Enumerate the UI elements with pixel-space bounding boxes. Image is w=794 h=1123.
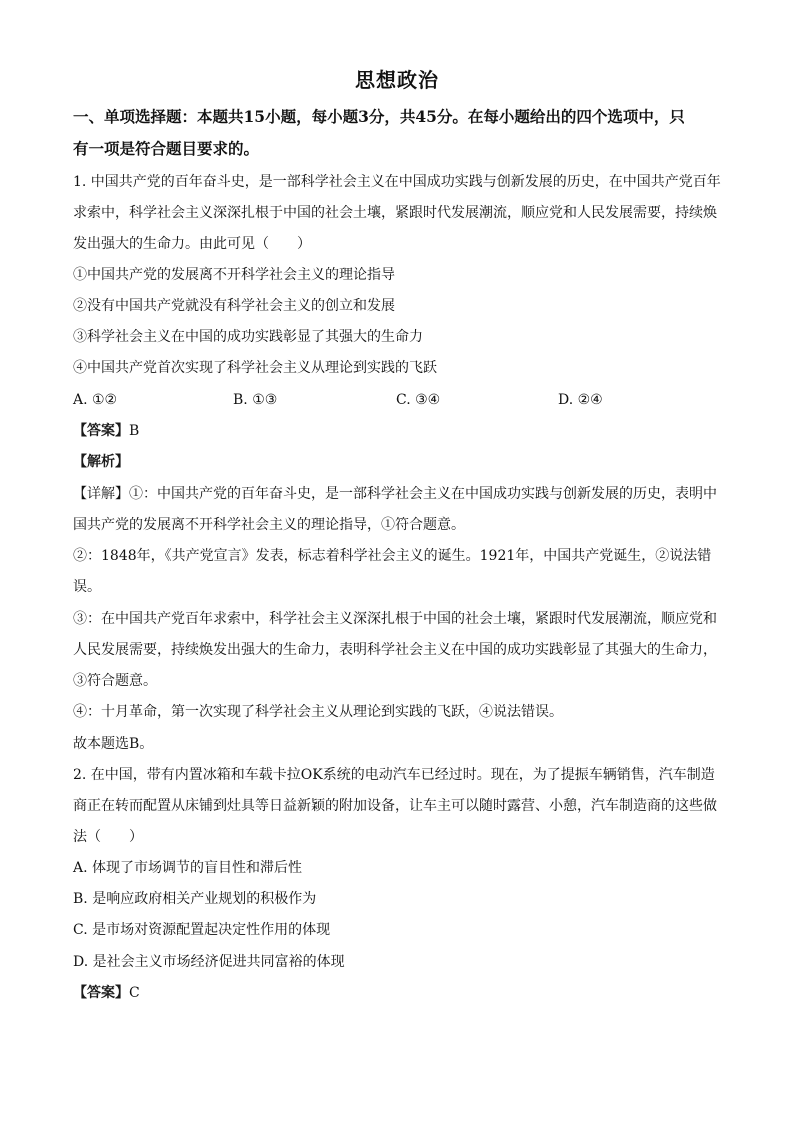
q1-stem-line-1: 1. 中国共产党的百年奋斗史，是一部科学社会主义在中国成功实践与创新发展的历史，在中国共产党百年 [73, 174, 721, 190]
q1-detail-line-9: 故本题选B。 [73, 736, 154, 752]
analysis-tag: 【解析】 [73, 454, 129, 470]
q1-detail-line-4: 误。 [73, 579, 101, 595]
q1-item-2: ②没有中国共产党就没有科学社会主义的创立和发展 [73, 298, 395, 314]
q1-stem-line-2: 求索中，科学社会主义深深扎根于中国的社会土壤，紧跟时代发展潮流，顺应党和人民发展需要，持续焕 [73, 205, 717, 221]
page-title: 思想政治 [355, 68, 439, 92]
q1-option-d: D. ②④ [558, 392, 603, 408]
q2-option-c: C. 是市场对资源配置起决定性作用的体现 [73, 922, 331, 938]
q1-detail-line-6: 人民发展需要，持续焕发出强大的生命力，表明科学社会主义在中国的成功实践彰显了其强大的生命力， [73, 642, 717, 658]
answer-value: B [129, 423, 140, 439]
section-heading-line-1: 一、单项选择题：本题共15小题，每小题3分，共45分。在每小题给出的四个选项中，只 [73, 107, 685, 126]
q1-detail-line-5: ③：在中国共产党百年求索中，科学社会主义深深扎根于中国的社会土壤，紧跟时代发展潮流，顺应党和 [73, 611, 717, 627]
q1-detail-line-3: ②：1848年，《共产党宣言》发表，标志着科学社会主义的诞生。1921年，中国共产党诞生，②说法错 [73, 548, 712, 564]
answer-tag: 【答案】 [73, 985, 129, 1001]
q1-answer [73, 421, 139, 441]
q2-option-d: D. 是社会主义市场经济促进共同富裕的体现 [73, 954, 345, 970]
section-heading-line-2: 有一项是符合题目要求的。 [73, 139, 260, 158]
q1-item-1: ①中国共产党的发展离不开科学社会主义的理论指导 [73, 267, 395, 283]
q1-analysis-heading [73, 452, 129, 472]
q1-option-a: A. ①② [73, 392, 118, 408]
q1-stem-line-3: 发出强大的生命力。由此可见（ ） [73, 236, 311, 252]
q2-stem-line-1: 2. 在中国，带有内置冰箱和车载卡拉OK系统的电动汽车已经过时。现在，为了提振车辆销售，汽车制造 [73, 767, 715, 783]
q1-detail-line-8: ④：十月革命，第一次实现了科学社会主义从理论到实践的飞跃，④说法错误。 [73, 704, 563, 720]
q2-option-a: A. 体现了市场调节的盲目性和滞后性 [73, 860, 303, 876]
q2-stem-line-3: 法（ ） [73, 829, 143, 845]
q2-stem-line-2: 商正在转而配置从床铺到灶具等日益新颖的附加设备，让车主可以随时露营、小憩，汽车制造商的这些做 [73, 798, 717, 814]
q1-item-3: ③科学社会主义在中国的成功实践彰显了其强大的生命力 [73, 329, 423, 345]
q1-detail-line-1: 【详解】①：中国共产党的百年奋斗史，是一部科学社会主义在中国成功实践与创新发展的历史，表明中 [73, 486, 717, 502]
answer-value: C [129, 985, 140, 1001]
q2-option-b: B. 是响应政府相关产业规划的积极作为 [73, 891, 317, 907]
q1-detail-line-7: ③符合题意。 [73, 673, 157, 689]
q1-detail-line-2: 国共产党的发展离不开科学社会主义的理论指导，①符合题意。 [73, 517, 465, 533]
q1-options-row [0, 390, 794, 410]
answer-tag: 【答案】 [73, 423, 129, 439]
q1-item-4: ④中国共产党首次实现了科学社会主义从理论到实践的飞跃 [73, 360, 437, 376]
q1-option-b: B. ①③ [233, 392, 278, 408]
q1-option-c: C. ③④ [396, 392, 441, 408]
q2-answer [73, 983, 140, 1003]
